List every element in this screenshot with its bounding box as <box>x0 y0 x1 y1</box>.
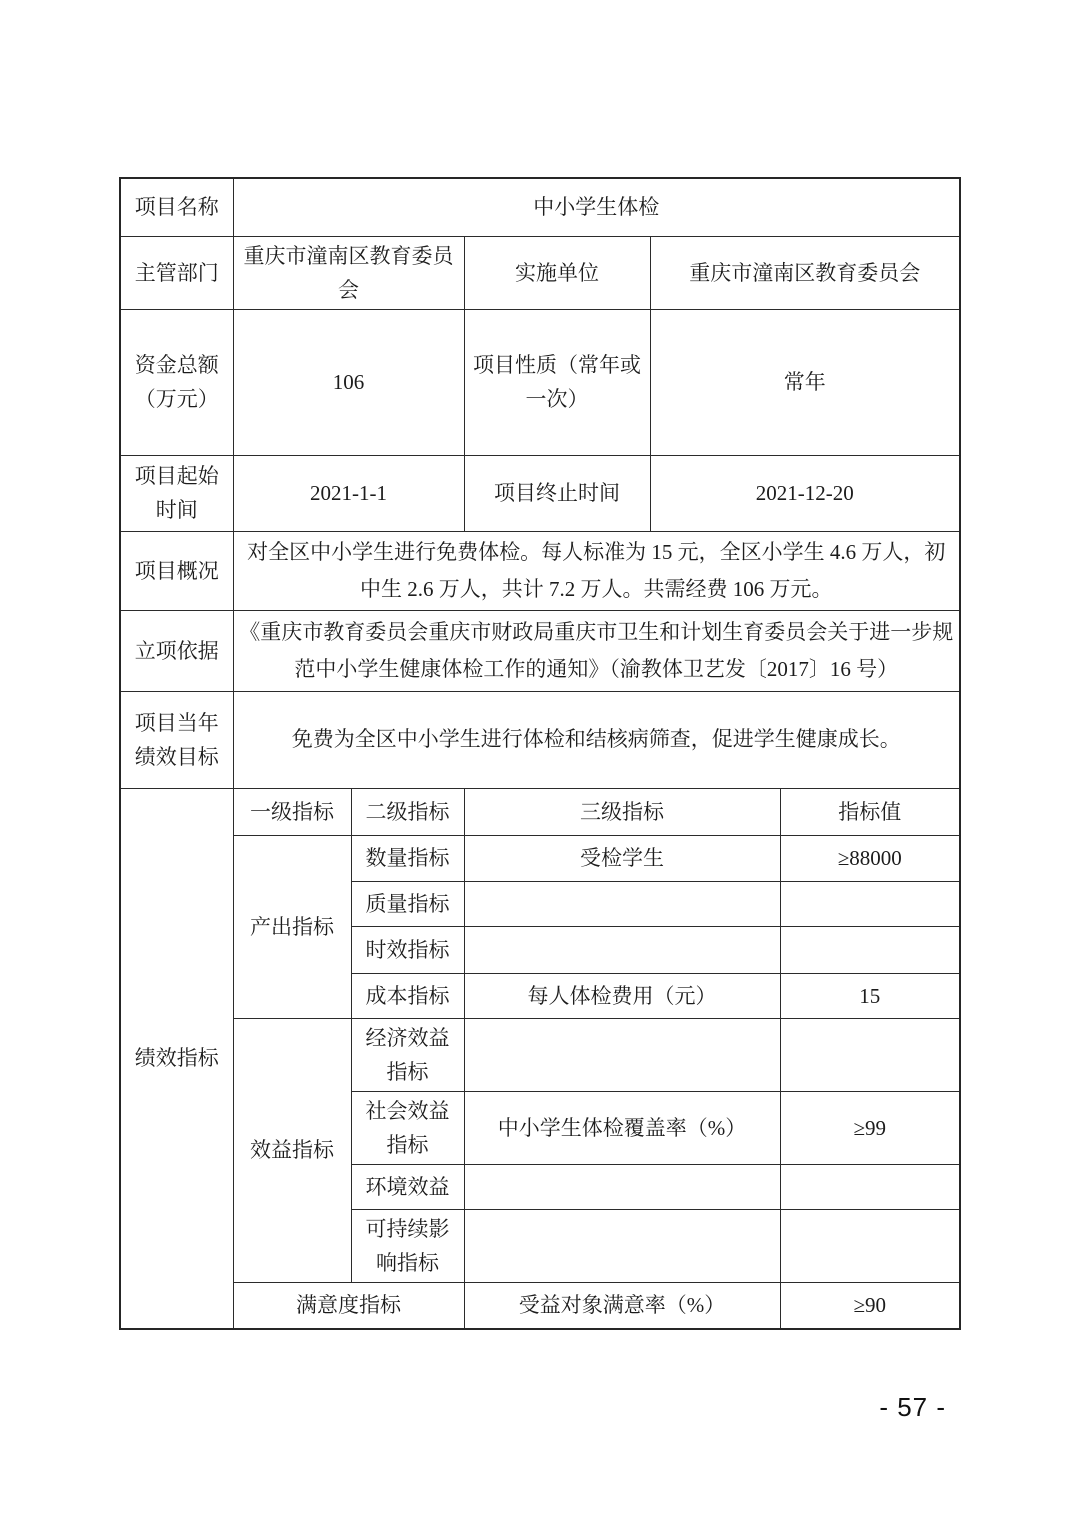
row-approval-basis <box>120 610 960 691</box>
social-indicator-value: ≥99 <box>780 1091 960 1164</box>
overview-label: 项目概况 <box>120 531 233 610</box>
sustainability-indicator-level3 <box>464 1209 780 1282</box>
satisfaction-indicator-label: 满意度指标 <box>233 1282 464 1329</box>
project-nature-label: 项目性质（常年或一次） <box>464 309 650 455</box>
row-indicator-headers <box>120 788 960 835</box>
cost-indicator-level3: 每人体检费用（元） <box>464 973 780 1018</box>
project-name-value: 中小学生体检 <box>233 178 960 236</box>
satisfaction-indicator-level3: 受益对象满意率（%） <box>464 1282 780 1329</box>
header-value: 指标值 <box>780 788 960 835</box>
sustainability-indicator-value <box>780 1209 960 1282</box>
social-indicator-label: 社会效益指标 <box>351 1091 464 1164</box>
cost-indicator-value: 15 <box>780 973 960 1018</box>
environmental-indicator-label: 环境效益 <box>351 1164 464 1209</box>
project-nature-value: 常年 <box>650 309 960 455</box>
output-indicator-label: 产出指标 <box>233 835 351 1018</box>
page-number: - 57 - <box>879 1392 946 1422</box>
economic-indicator-label: 经济效益指标 <box>351 1018 464 1091</box>
row-satisfaction-indicator <box>120 1282 960 1329</box>
row-overview <box>120 531 960 610</box>
row-funds <box>120 309 960 455</box>
cost-indicator-label: 成本指标 <box>351 973 464 1018</box>
sustainability-indicator-label: 可持续影响指标 <box>351 1209 464 1282</box>
overview-value: 对全区中小学生进行免费体检。每人标准为 15 元，全区小学生 4.6 万人，初中生 2.6 万人，共计 7.2 万人。共需经费 106 万元。 <box>233 531 960 610</box>
implementing-unit-label: 实施单位 <box>464 236 650 309</box>
environmental-indicator-value <box>780 1164 960 1209</box>
row-quantity-indicator <box>120 835 960 881</box>
row-economic-indicator <box>120 1018 960 1091</box>
row-department <box>120 236 960 309</box>
header-level2: 二级指标 <box>351 788 464 835</box>
project-name-label: 项目名称 <box>120 178 233 236</box>
quality-indicator-level3 <box>464 881 780 926</box>
total-funds-label: 资金总额（万元） <box>120 309 233 455</box>
approval-basis-label: 立项依据 <box>120 610 233 691</box>
timeliness-indicator-label: 时效指标 <box>351 926 464 973</box>
department-label: 主管部门 <box>120 236 233 309</box>
quality-indicator-value <box>780 881 960 926</box>
indicators-section-label: 绩效指标 <box>120 788 233 1329</box>
environmental-indicator-level3 <box>464 1164 780 1209</box>
quality-indicator-label: 质量指标 <box>351 881 464 926</box>
row-dates <box>120 455 960 531</box>
project-performance-table <box>119 177 961 1330</box>
end-date-value: 2021-12-20 <box>650 455 960 531</box>
annual-goal-label: 项目当年绩效目标 <box>120 691 233 788</box>
benefit-indicator-label: 效益指标 <box>233 1018 351 1282</box>
header-level3: 三级指标 <box>464 788 780 835</box>
header-level1: 一级指标 <box>233 788 351 835</box>
approval-basis-value: 《重庆市教育委员会重庆市财政局重庆市卫生和计划生育委员会关于进一步规范中小学生健康体检工作的通知》（渝教体卫艺发〔2017〕16 号） <box>233 610 960 691</box>
total-funds-value: 106 <box>233 309 464 455</box>
timeliness-indicator-level3 <box>464 926 780 973</box>
timeliness-indicator-value <box>780 926 960 973</box>
quantity-indicator-label: 数量指标 <box>351 835 464 881</box>
row-project-name <box>120 178 960 236</box>
end-date-label: 项目终止时间 <box>464 455 650 531</box>
department-value: 重庆市潼南区教育委员会 <box>233 236 464 309</box>
economic-indicator-value <box>780 1018 960 1091</box>
social-indicator-level3: 中小学生体检覆盖率（%） <box>464 1091 780 1164</box>
annual-goal-value: 免费为全区中小学生进行体检和结核病筛查，促进学生健康成长。 <box>233 691 960 788</box>
quantity-indicator-value: ≥88000 <box>780 835 960 881</box>
quantity-indicator-level3: 受检学生 <box>464 835 780 881</box>
start-date-label: 项目起始时间 <box>120 455 233 531</box>
satisfaction-indicator-value: ≥90 <box>780 1282 960 1329</box>
start-date-value: 2021-1-1 <box>233 455 464 531</box>
implementing-unit-value: 重庆市潼南区教育委员会 <box>650 236 960 309</box>
row-annual-goal <box>120 691 960 788</box>
economic-indicator-level3 <box>464 1018 780 1091</box>
